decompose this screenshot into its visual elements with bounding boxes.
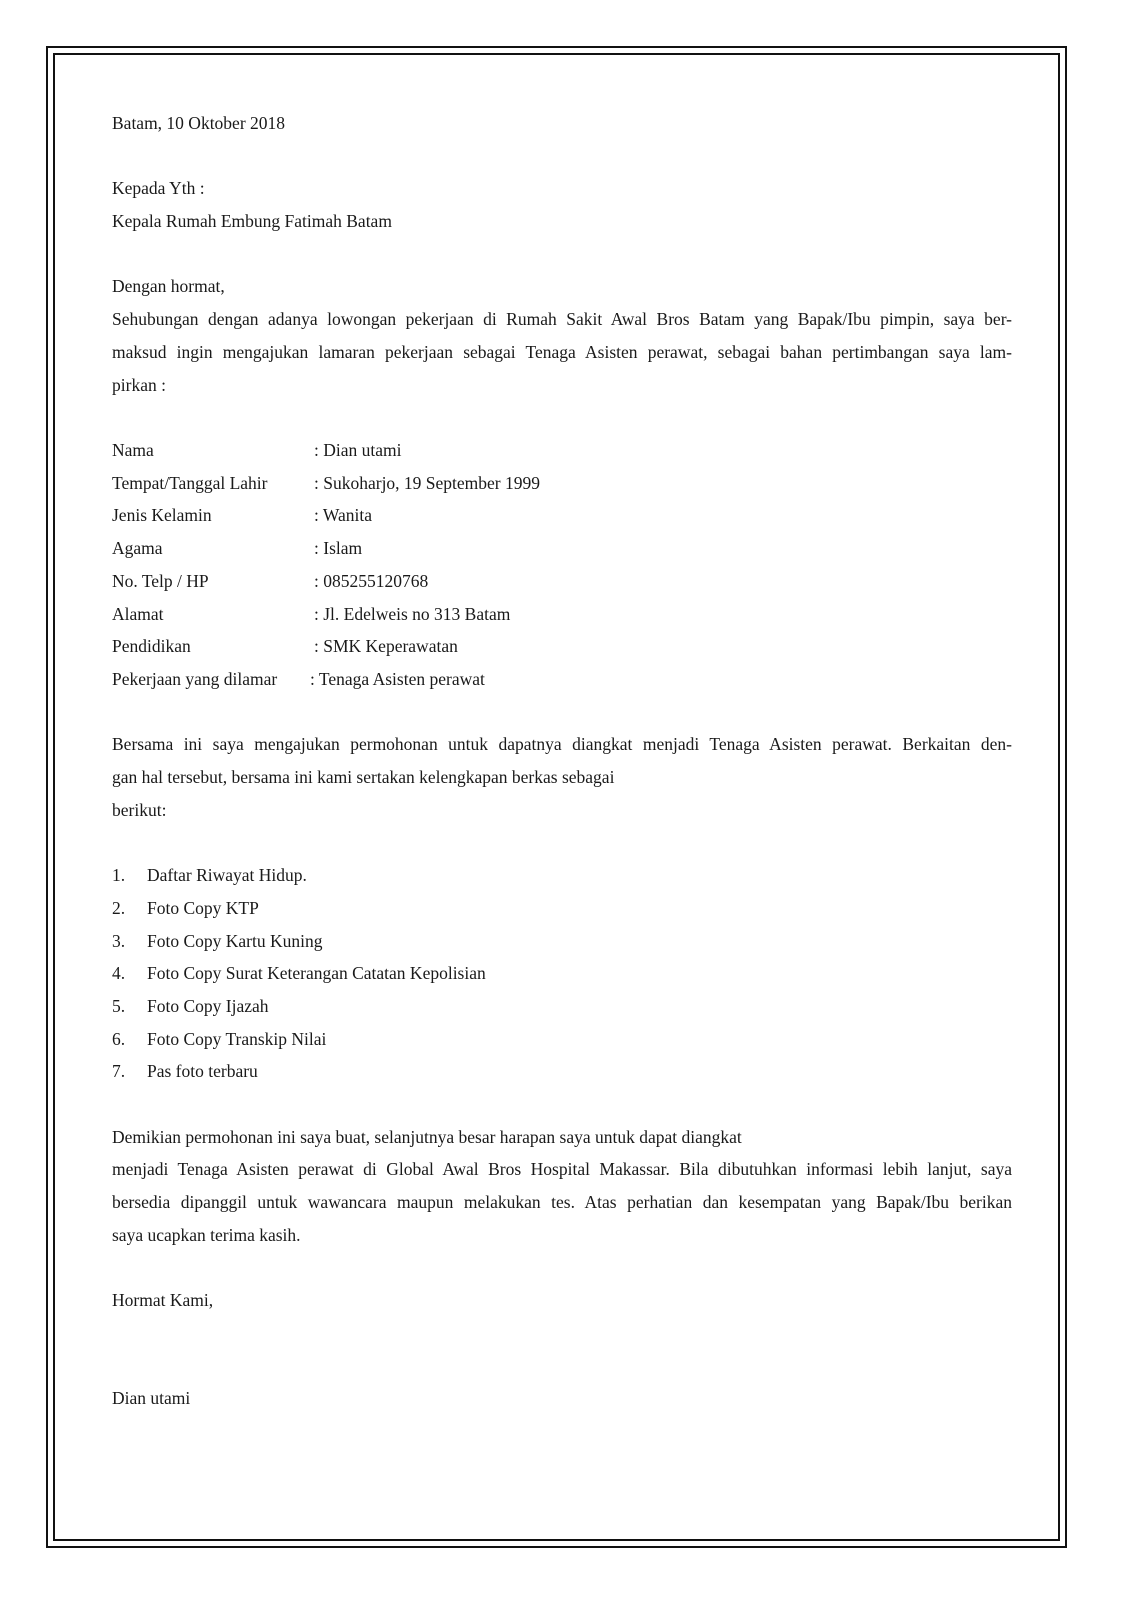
detail-row bbox=[112, 532, 1012, 565]
detail-value: : Tenaga Asisten perawat bbox=[310, 668, 485, 689]
detail-value: : Dian utami bbox=[314, 439, 402, 460]
list-text: Daftar Riwayat Hidup. bbox=[147, 865, 307, 886]
list-number: 2. bbox=[112, 897, 126, 918]
detail-label: Pendidikan bbox=[112, 636, 191, 657]
closing-paragraph bbox=[112, 1121, 1012, 1252]
list-item bbox=[112, 1023, 1012, 1056]
detail-value: : 085255120768 bbox=[314, 570, 429, 591]
applicant-details bbox=[112, 434, 1012, 696]
closing-line: menjadi Tenaga Asisten perawat di Global Awal Bros Hospital Makassar. Bila dibutuhkan informasi lebih lanjut, saya bbox=[112, 1159, 1012, 1180]
list-item bbox=[112, 892, 1012, 925]
detail-row bbox=[112, 565, 1012, 598]
detail-label: Agama bbox=[112, 538, 163, 559]
detail-row bbox=[112, 499, 1012, 532]
body-line: Bersama ini saya mengajukan permohonan untuk dapatnya diangkat menjadi Tenaga Asisten perawat. Berkaitan den- bbox=[112, 734, 1012, 755]
detail-row bbox=[112, 663, 1012, 696]
signature-name: Dian utami bbox=[112, 1388, 191, 1409]
list-text: Foto Copy Surat Keterangan Catatan Kepolisian bbox=[147, 963, 486, 984]
list-item bbox=[112, 957, 1012, 990]
list-number: 3. bbox=[112, 930, 126, 951]
detail-label: Pekerjaan yang dilamar bbox=[112, 668, 278, 689]
detail-row bbox=[112, 467, 1012, 500]
detail-label: No. Telp / HP bbox=[112, 570, 209, 591]
detail-label: Nama bbox=[112, 439, 154, 460]
list-number: 6. bbox=[112, 1028, 126, 1049]
list-number: 5. bbox=[112, 995, 126, 1016]
list-text: Pas foto terbaru bbox=[147, 1061, 258, 1082]
body-line: berikut: bbox=[112, 799, 167, 820]
letter-body bbox=[112, 107, 1012, 1415]
intro-paragraph bbox=[112, 303, 1012, 401]
closing-line: Demikian permohonan ini saya buat, selanjutnya besar harapan saya untuk dapat diangkat bbox=[112, 1126, 742, 1147]
closing-line: bersedia dipanggil untuk wawancara maupun melakukan tes. Atas perhatian dan kesempatan yang Bapak/Ibu berikan bbox=[112, 1192, 1012, 1213]
list-number: 7. bbox=[112, 1061, 126, 1082]
detail-row bbox=[112, 598, 1012, 631]
list-item bbox=[112, 1055, 1012, 1088]
detail-value: : Jl. Edelweis no 313 Batam bbox=[314, 603, 511, 624]
list-text: Foto Copy Kartu Kuning bbox=[147, 930, 323, 951]
sign-off: Hormat Kami, bbox=[112, 1290, 214, 1311]
detail-value: : Wanita bbox=[314, 505, 373, 526]
list-text: Foto Copy Transkip Nilai bbox=[147, 1028, 327, 1049]
list-text: Foto Copy KTP bbox=[147, 897, 259, 918]
body-paragraph bbox=[112, 728, 1012, 826]
attachment-list bbox=[112, 859, 1012, 1088]
detail-value: : Sukoharjo, 19 September 1999 bbox=[314, 472, 541, 493]
detail-row bbox=[112, 434, 1012, 467]
list-number: 4. bbox=[112, 963, 126, 984]
closing-line: saya ucapkan terima kasih. bbox=[112, 1224, 301, 1245]
detail-label: Tempat/Tanggal Lahir bbox=[112, 472, 268, 493]
recipient-salutation: Kepada Yth : bbox=[112, 178, 205, 199]
list-number: 1. bbox=[112, 865, 126, 886]
intro-line: Sehubungan dengan adanya lowongan pekerjaan di Rumah Sakit Awal Bros Batam yang Bapak/Ibu pimpin, saya ber- bbox=[112, 309, 1012, 330]
intro-line: maksud ingin mengajukan lamaran pekerjaan sebagai Tenaga Asisten perawat, sebagai bahan pertimbangan saya lam- bbox=[112, 341, 1012, 362]
detail-value: : SMK Keperawatan bbox=[314, 636, 458, 657]
list-item bbox=[112, 925, 1012, 958]
detail-label: Alamat bbox=[112, 603, 164, 624]
greeting: Dengan hormat, bbox=[112, 276, 225, 297]
body-line: gan hal tersebut, bersama ini kami sertakan kelengkapan berkas sebagai bbox=[112, 767, 615, 787]
list-text: Foto Copy Ijazah bbox=[147, 995, 269, 1016]
detail-row bbox=[112, 630, 1012, 663]
detail-value: : Islam bbox=[314, 538, 363, 559]
list-item bbox=[112, 990, 1012, 1023]
letter-date: Batam, 10 Oktober 2018 bbox=[112, 113, 286, 133]
intro-line: pirkan : bbox=[112, 374, 166, 395]
detail-label: Jenis Kelamin bbox=[112, 505, 212, 526]
recipient-name: Kepala Rumah Embung Fatimah Batam bbox=[112, 211, 392, 232]
list-item bbox=[112, 859, 1012, 892]
